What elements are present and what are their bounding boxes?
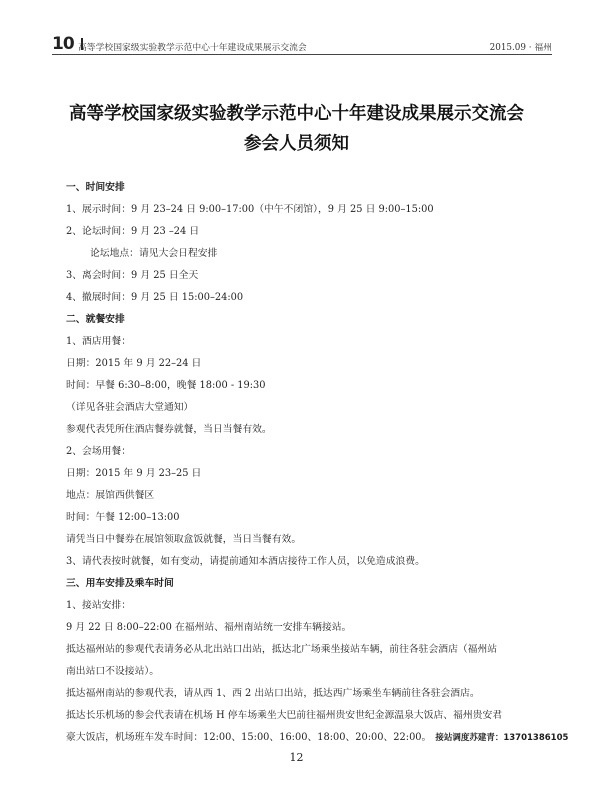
header-title: 高等学校国家级实验教学示范中心十年建设成果展示交流会 xyxy=(78,43,307,53)
text-line: 1、酒店用餐： xyxy=(66,336,132,347)
header-divider xyxy=(52,54,552,55)
header-date: 2015.09 · 福州 xyxy=(489,43,552,53)
section-heading-time: 一、时间安排 xyxy=(66,182,125,193)
text-line: 论坛地点：请见大会日程安排 xyxy=(90,248,218,259)
text-line: 3、离会时间：9 月 25 日全天 xyxy=(66,270,199,281)
text-line-with-contact: 豪大饭店，机场班车发车时间：12:00、15:00、16:00、18:00、20:00、22:00。 接站调度苏建青：13701386105 xyxy=(66,732,569,743)
text-line: 地点：展馆西供餐区 xyxy=(66,490,155,501)
text-line: 2、论坛时间：9 月 23 –24 日 xyxy=(66,226,200,237)
page-number: 12 xyxy=(289,751,304,764)
contact-note: 接站调度苏建青：13701386105 xyxy=(435,733,569,743)
page-header xyxy=(52,34,552,56)
text-line: （详见各驻会酒店大堂通知） xyxy=(66,402,194,413)
document-subtitle: 参会人员须知 xyxy=(244,134,349,154)
text-line: 时间：早餐 6:30–8:00，晚餐 18:00 - 19:30 xyxy=(66,380,266,391)
text-line: 参观代表凭所住酒店餐券就餐，当日当餐有效。 xyxy=(66,424,272,435)
text-line: 日期：2015 年 9 月 22–24 日 xyxy=(66,358,202,369)
text-line: 1、接站安排： xyxy=(66,600,132,611)
text-line: 9 月 22 日 8:00–22:00 在福州站、福州南站统一安排车辆接站。 xyxy=(66,622,352,633)
section-heading-dining: 二、就餐安排 xyxy=(66,314,125,325)
text-line: 南出站口不设接站）。 xyxy=(66,666,160,677)
text-line: 1、展示时间：9 月 23–24 日 9:00–17:00（中午不闭馆），9 月 25 日 9:00–15:00 xyxy=(66,204,434,215)
text-line: 抵达福州南站的参观代表，请从西 1、西 2 出站口出站，抵达西广场乘坐车辆前往各驻会酒店。 xyxy=(66,688,480,699)
text-line: 2、会场用餐： xyxy=(66,446,132,457)
text-line: 时间：午餐 12:00–13:00 xyxy=(66,512,180,523)
text-line: 抵达长乐机场的参会代表请在机场 H 停车场乘坐大巴前往福州贵安世纪金源温泉大饭店、福州贵安君 xyxy=(66,710,503,721)
section-heading-transport: 三、用车安排及乘车时间 xyxy=(66,578,174,589)
text-line: 日期：2015 年 9 月 23–25 日 xyxy=(66,468,202,479)
text-line: 抵达福州站的参观代表请务必从北出站口出站，抵达北广场乘坐接站车辆，前往各驻会酒店（福州站 xyxy=(66,644,498,655)
text-line: 请凭当日中餐券在展馆领取盒饭就餐，当日当餐有效。 xyxy=(66,534,302,545)
text-line: 3、请代表按时就餐，如有变动，请提前通知本酒店接待工作人员，以免造成浪费。 xyxy=(66,556,425,567)
text-line: 4、撤展时间：9 月 25 日 15:00–24:00 xyxy=(66,292,244,303)
ten-year-logo: 10 xyxy=(52,34,83,54)
document-title: 高等学校国家级实验教学示范中心十年建设成果展示交流会 xyxy=(69,104,524,124)
